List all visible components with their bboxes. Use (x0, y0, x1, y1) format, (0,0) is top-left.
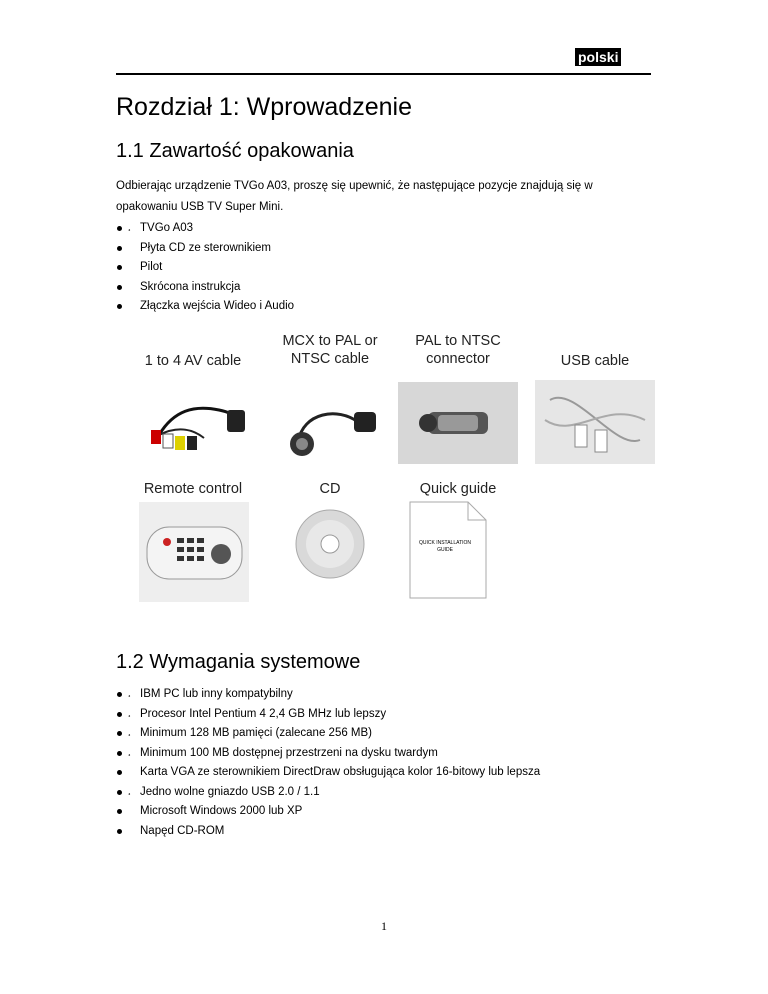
bullet-icon (117, 692, 122, 697)
list-item-text: IBM PC lub inny kompatybilny (140, 688, 293, 700)
bullet-icon (117, 809, 122, 814)
av-cable-image (139, 380, 249, 464)
list-item-text: Jedno wolne gniazdo USB 2.0 / 1.1 (140, 785, 320, 798)
bullet-icon (117, 731, 122, 736)
list-item-text: Płyta CD ze sterownikiem (140, 241, 272, 254)
tick-mark: ¸ (128, 784, 131, 795)
bullet-icon (117, 226, 122, 231)
tick-mark: ¸ (128, 687, 131, 697)
product-caption: CD (319, 481, 341, 497)
bullet-icon (117, 265, 122, 270)
list-item-text: Karta VGA ze sterownikiem DirectDraw obsługująca kolor 16-bitowy lub lepsza (140, 766, 541, 778)
mcx-cable-image (278, 382, 382, 464)
product-caption: 1 to 4 AV cable (144, 353, 242, 369)
bullet-icon (117, 829, 122, 834)
product-mcx-cable (270, 330, 390, 465)
list-item-text: Procesor Intel Pentium 4 2,4 GB MHz lub lepszy (140, 707, 387, 720)
list-item (116, 258, 294, 278)
product-remote-control (133, 478, 253, 603)
package-intro-text: Odbierając urządzenie TVGo A03, proszę się upewnić, że następujące pozycje znajdują się w opakowaniu USB TV Super Mini. (116, 180, 593, 213)
product-caption: USB cable (560, 353, 630, 369)
tick-mark: ¸ (128, 221, 131, 231)
list-item (116, 685, 540, 705)
cd-image (292, 506, 368, 582)
chapter-title: Rozdział 1: Wprowadzenie (116, 93, 412, 121)
product-quick-guide (398, 478, 518, 603)
list-item (116, 783, 540, 803)
product-av-cable (133, 350, 253, 465)
list-item-text: Microsoft Windows 2000 lub XP (140, 805, 303, 817)
list-item (116, 705, 540, 725)
list-item-text: Pilot (140, 261, 163, 273)
package-contents-list (116, 219, 294, 317)
remote-control-image (139, 502, 249, 602)
connector-image (398, 382, 518, 464)
product-caption: PAL to NTSC connector (415, 333, 501, 367)
list-item-text: Skrócona instrukcja (140, 280, 241, 293)
bullet-icon (117, 712, 122, 717)
product-cd (270, 478, 390, 603)
product-caption: MCX to PAL or NTSC cable (282, 333, 378, 367)
bullet-icon (117, 246, 122, 251)
page-number: 1 (381, 919, 387, 933)
list-item (116, 802, 540, 822)
bullet-icon (117, 285, 122, 290)
list-item (116, 219, 294, 239)
language-badge: polski (575, 48, 621, 66)
system-requirements-list (116, 685, 540, 841)
bullet-icon (117, 790, 122, 795)
quick-guide-image-text: QUICK INSTALLATION GUIDE (418, 540, 472, 553)
list-item (116, 239, 294, 259)
bullet-icon (117, 770, 122, 775)
bullet-icon (117, 751, 122, 756)
header-rule (116, 73, 651, 75)
list-item (116, 822, 540, 842)
product-caption: Remote control (143, 481, 243, 497)
section-title-system-requirements: 1.2 Wymagania systemowe (116, 651, 361, 673)
tick-mark: ¸ (128, 706, 131, 717)
list-item (116, 763, 540, 783)
product-usb-cable (535, 350, 655, 465)
list-item (116, 744, 540, 764)
list-item-text: Złączka wejścia Wideo i Audio (140, 300, 295, 312)
list-item (116, 724, 540, 744)
list-item-text: TVGo A03 (140, 222, 194, 234)
product-caption: Quick guide (419, 481, 497, 497)
section-title-package-contents: 1.1 Zawartość opakowania (116, 140, 354, 162)
list-item (116, 278, 294, 298)
product-pal-ntsc-connector (398, 330, 518, 465)
tick-mark: ¸ (128, 745, 131, 756)
list-item-text: Napęd CD-ROM (140, 824, 225, 837)
list-item-text: Minimum 100 MB dostępnej przestrzeni na dysku twardym (140, 746, 438, 759)
list-item (116, 297, 294, 317)
usb-cable-image (535, 380, 655, 464)
list-item-text: Minimum 128 MB pamięci (zalecane 256 MB) (140, 727, 373, 739)
tick-mark: ¸ (128, 726, 131, 736)
bullet-icon (117, 304, 122, 309)
